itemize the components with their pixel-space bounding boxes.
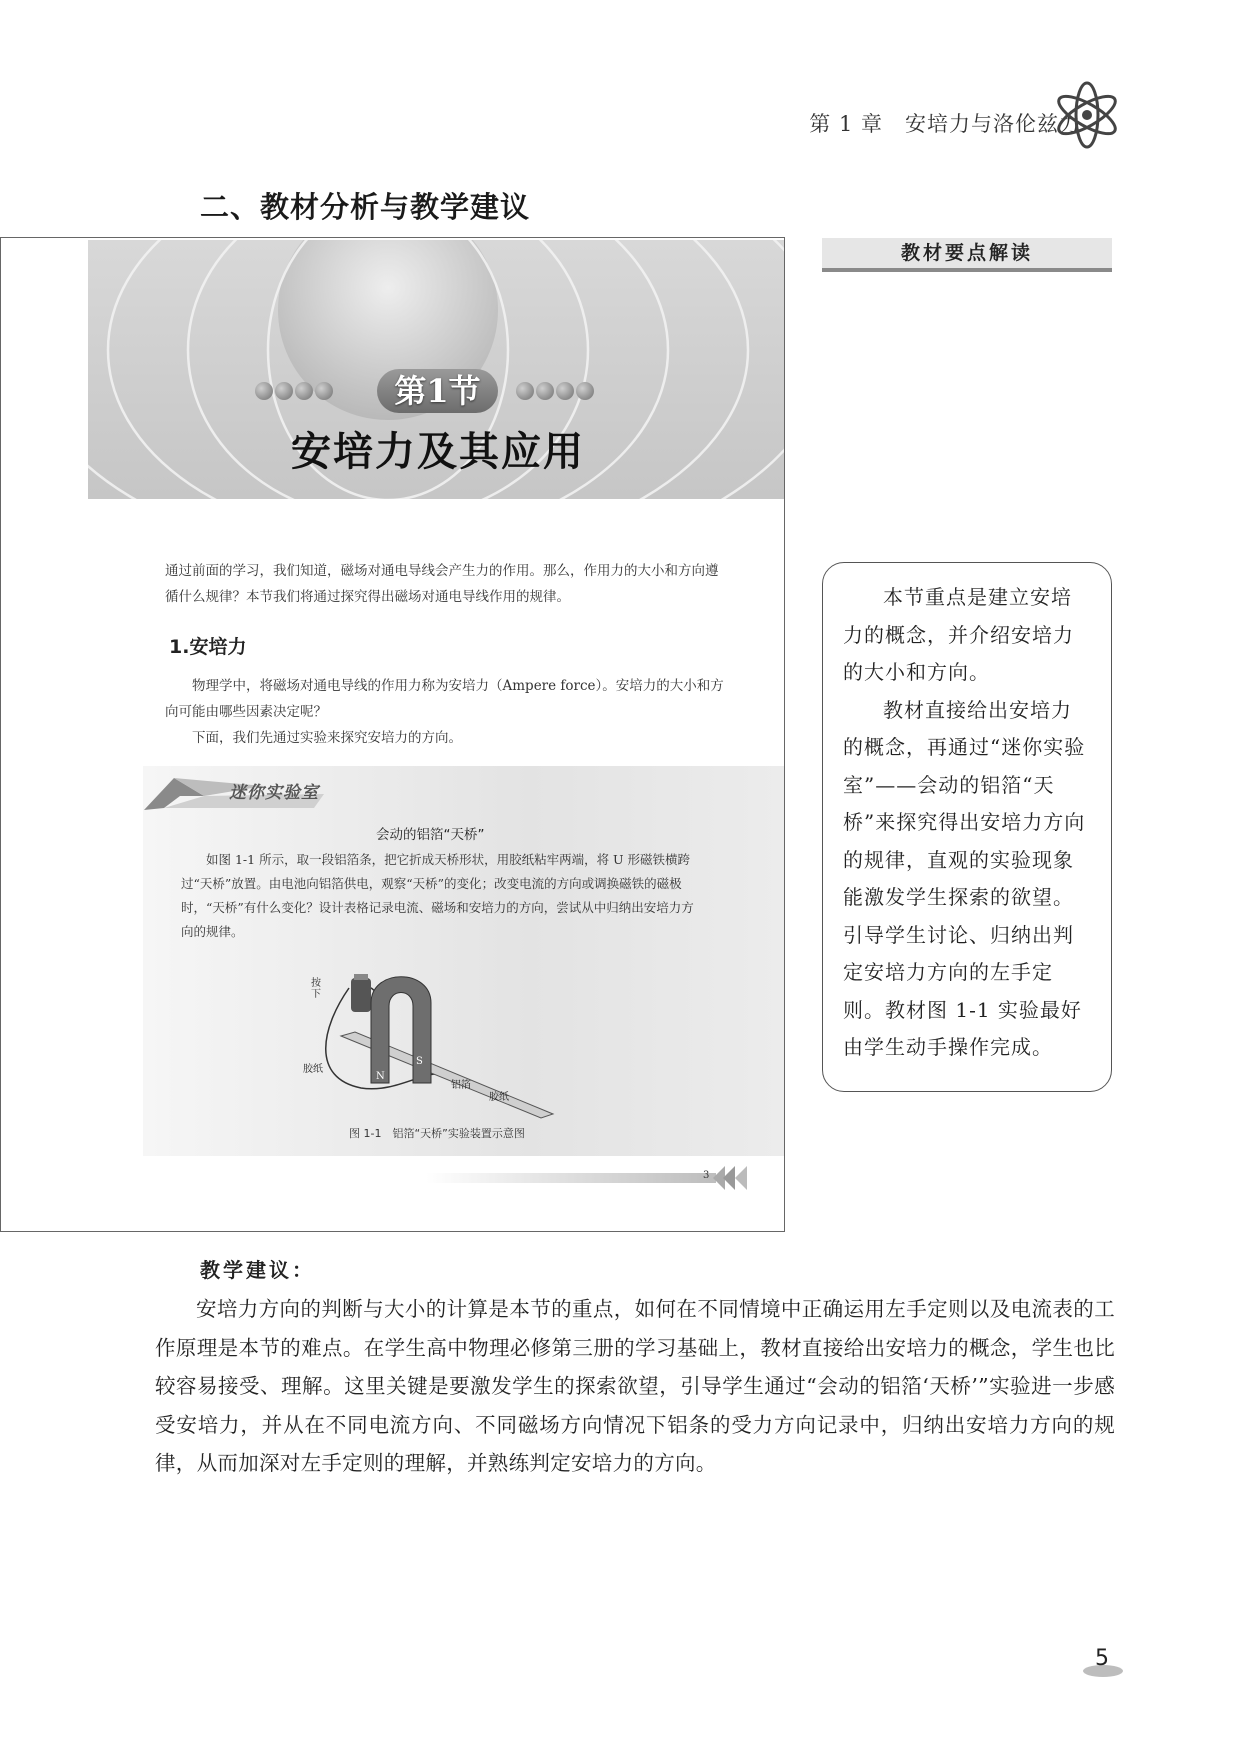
label-foil: 铝箔 [451,1080,471,1091]
experiment-intro: 下面，我们先通过实验来探究安培力的方向。 [192,730,462,746]
embedded-page-number: 3 [703,1170,710,1181]
page-number: 5 [1095,1646,1109,1671]
key-point-paragraph: 本节重点是建立安培力的概念，并介绍安培力的大小和方向。 [843,585,1074,684]
lab-subtitle: 会动的铝箔“天桥” [376,827,485,843]
section-label: 第1节 [377,369,498,413]
sidebar-header: 教材要点解读 [822,238,1112,272]
label-south-pole: S [416,1056,423,1067]
decor-dot [295,382,313,400]
lab-title: 迷你实验室 [229,783,319,803]
section-banner [88,240,785,499]
ampere-force-definition: 物理学中，将磁场对通电导线的作用力称为安培力（Ampere force）。安培力的大小和方向可能由哪些因素决定呢？ [165,678,724,720]
atom-icon [1052,80,1122,150]
key-points-box [822,562,1112,1092]
lab-instructions: 如图 1-1 所示，取一段铝箔条，把它折成天桥形状，用胶纸粘牢两端，将 U 形磁铁横跨过“天桥”放置。由电池向铝箔供电，观察“天桥”的变化；改变电流的方向或调换磁铁的磁极时，“天桥”有什么变化？设计表格记录电流、磁场和安培力的方向，尝试从中归纳出安培力方向的规律。 [181,852,694,939]
section-title: 安培力及其应用 [291,429,585,475]
section-heading: 二、教材分析与教学建议 [200,190,531,224]
chapter-header: 第 1 章 安培力与洛伦兹力 [809,112,1081,136]
decor-dot [255,382,273,400]
figure-caption: 图 1-1 铝箔“天桥”实验装置示意图 [349,1127,525,1140]
decor-dot [556,382,574,400]
decor-dot [536,382,554,400]
key-point-paragraph: 教材直接给出安培力的概念，再通过“迷你实验室”——会动的铝箔“天桥”来探究得出安培力方向的规律，直观的实验现象能激发学生探索的欲望。引导学生讨论、归纳出判定安培力方向的左手定则。教材图 1-1 实验最好由学生动手操作完成。 [843,697,1086,1059]
decor-dot [516,382,534,400]
apparatus-drawing [321,968,581,1128]
ampere-force-paragraph [165,673,725,751]
label-press: 按下 [311,978,321,1000]
decor-dot [576,382,594,400]
decor-dot [275,382,293,400]
page-arrows-icon [713,1166,749,1190]
textbook-page-image [0,237,785,1232]
label-tape-right: 胶纸 [489,1092,509,1103]
label-tape-left: 胶纸 [303,1064,323,1075]
page-strip [426,1173,716,1183]
advice-heading: 教学建议： [200,1258,315,1282]
intro-paragraph: 通过前面的学习，我们知道，磁场对通电导线会产生力的作用。那么，作用力的大小和方向遵循什么规律？本节我们将通过探究得出磁场对通电导线作用的规律。 [165,563,719,605]
foil-bridge-apparatus-figure [303,968,581,1148]
decor-dot [315,382,333,400]
advice-body: 安培力方向的判断与大小的计算是本节的重点，如何在不同情境中正确运用左手定则以及电流表的工作原理是本节的难点。在学生高中物理必修第三册的学习基础上，教材直接给出安培力的概念，学生也比较容易接受、理解。这里关键是要激发学生的探索欲望，引导学生通过“会动的铝箔‘天桥’”实验进一步感受安培力，并从在不同电流方向、不同磁场方向情况下铝条的受力方向记录中，归纳出安培力方向的规律，从而加深对左手定则的理解，并熟练判定安培力的方向。 [155,1297,1115,1475]
subsection-heading: 1.安培力 [169,636,247,658]
label-north-pole: N [376,1071,385,1082]
